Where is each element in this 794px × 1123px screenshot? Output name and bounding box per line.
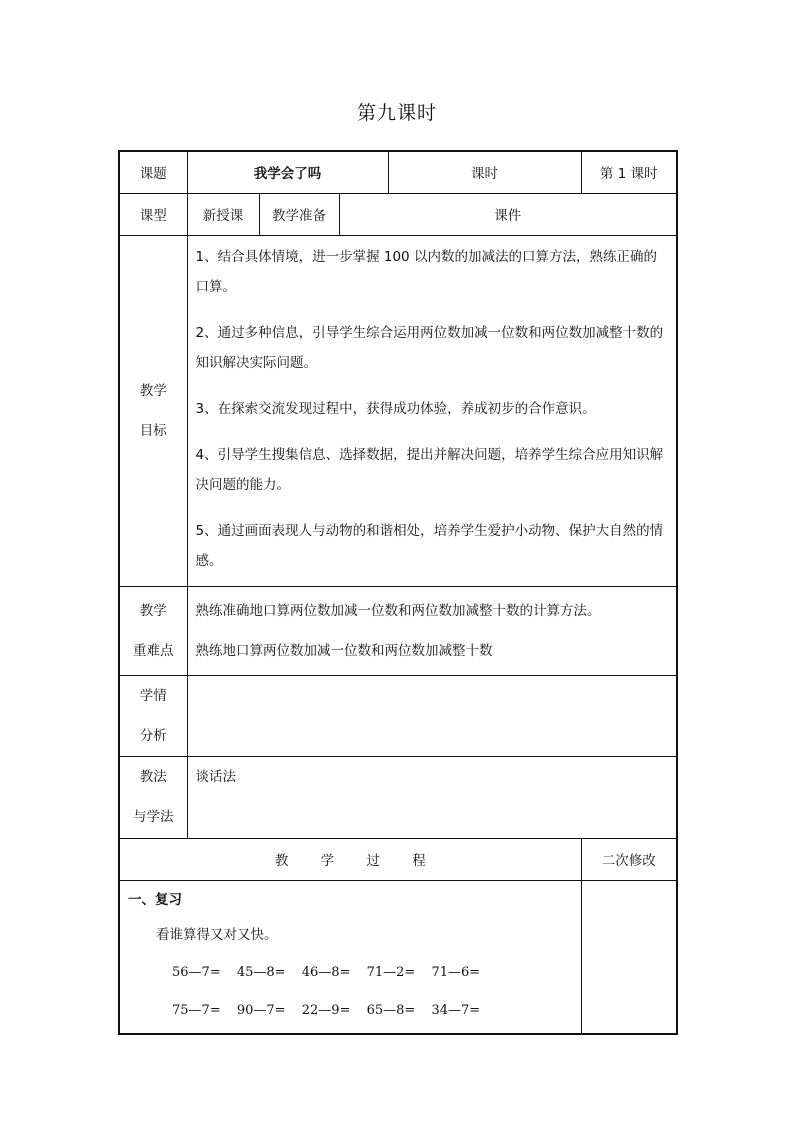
analysis-label-line1: 学情 [139,687,167,704]
period-value: 第 1 课时 [581,151,677,193]
objective-item: 1、结合具体情境，进一步掌握 100 以内数的加减法的口算方法，熟练正确的口算。 [195,248,657,295]
calc-row [172,961,573,985]
review-heading: 一、复习 [128,891,182,908]
objectives-label [119,235,187,586]
objective-item: 2、通过多种信息，引导学生综合运用两位数加减一位数和两位数加减整十数的知识解决实际问题。 [195,324,664,371]
difficulty-row [119,586,677,675]
calc-item: 34—7= [431,1002,481,1018]
objectives-row [119,235,677,586]
topic-row [119,151,677,193]
calc-item: 90—7= [236,1002,286,1018]
prep-label: 教学准备 [259,193,339,235]
process-header-row [119,838,677,880]
revision-cell [581,880,677,1034]
revision-label: 二次修改 [581,838,677,880]
difficulty-label-line1: 教学 [139,602,167,619]
calc-item: 71—6= [431,964,481,980]
analysis-label-line2: 分析 [139,727,167,744]
methods-label [119,756,187,838]
objectives-content [187,235,677,586]
calc-item: 71—2= [366,964,416,980]
objective-item: 3、在探索交流发现过程中，获得成功体验，养成初步的合作意识。 [195,400,596,417]
difficulty-line: 熟练地口算两位数加减一位数和两位数加减整十数 [195,642,493,659]
review-content [119,880,581,1034]
calc-item: 56—7= [172,964,221,980]
process-header-char: 过 [366,853,380,869]
process-header-char: 学 [320,853,335,869]
calc-item: 46—8= [301,964,351,980]
difficulty-label [119,586,187,675]
calc-row [172,999,573,1023]
period-label: 课时 [388,151,581,193]
type-label: 课型 [119,193,187,235]
process-header-char: 教 [274,853,289,869]
analysis-label [119,675,187,756]
methods-content: 谈话法 [187,756,677,838]
process-header-char: 程 [412,853,426,869]
methods-label-line1: 教法 [139,769,167,785]
methods-row [119,756,677,838]
calc-item: 65—8= [366,1002,416,1018]
page-title: 第九课时 [356,102,437,124]
objective-item: 4、引导学生搜集信息、选择数据，提出并解决问题，培养学生综合应用知识解决问题的能力。 [195,446,664,493]
objectives-label-line1: 教学 [139,382,167,399]
type-row [119,193,677,235]
methods-label-line2: 与学法 [133,809,174,825]
difficulty-label-line2: 重难点 [133,642,174,659]
analysis-row [119,675,677,756]
objectives-label-line2: 目标 [139,422,167,439]
difficulty-content [187,586,677,675]
calc-item: 75—7= [172,1002,221,1018]
calc-item: 22—9= [301,1002,351,1018]
calc-item: 45—8= [236,964,286,980]
review-intro: 看谁算得又对又快。 [156,926,278,943]
lesson-plan-table [118,150,678,1035]
process-header [119,838,581,880]
topic-label: 课题 [119,151,187,193]
objective-item: 5、通过画面表现人与动物的和谐相处，培养学生爱护小动物、保护大自然的情感。 [195,522,664,569]
analysis-content [187,675,677,756]
topic-value: 我学会了吗 [187,151,388,193]
type-value: 新授课 [187,193,259,235]
difficulty-line: 熟练准确地口算两位数加减一位数和两位数加减整十数的计算方法。 [195,602,601,619]
prep-value: 课件 [339,193,677,235]
review-row [119,880,677,1034]
